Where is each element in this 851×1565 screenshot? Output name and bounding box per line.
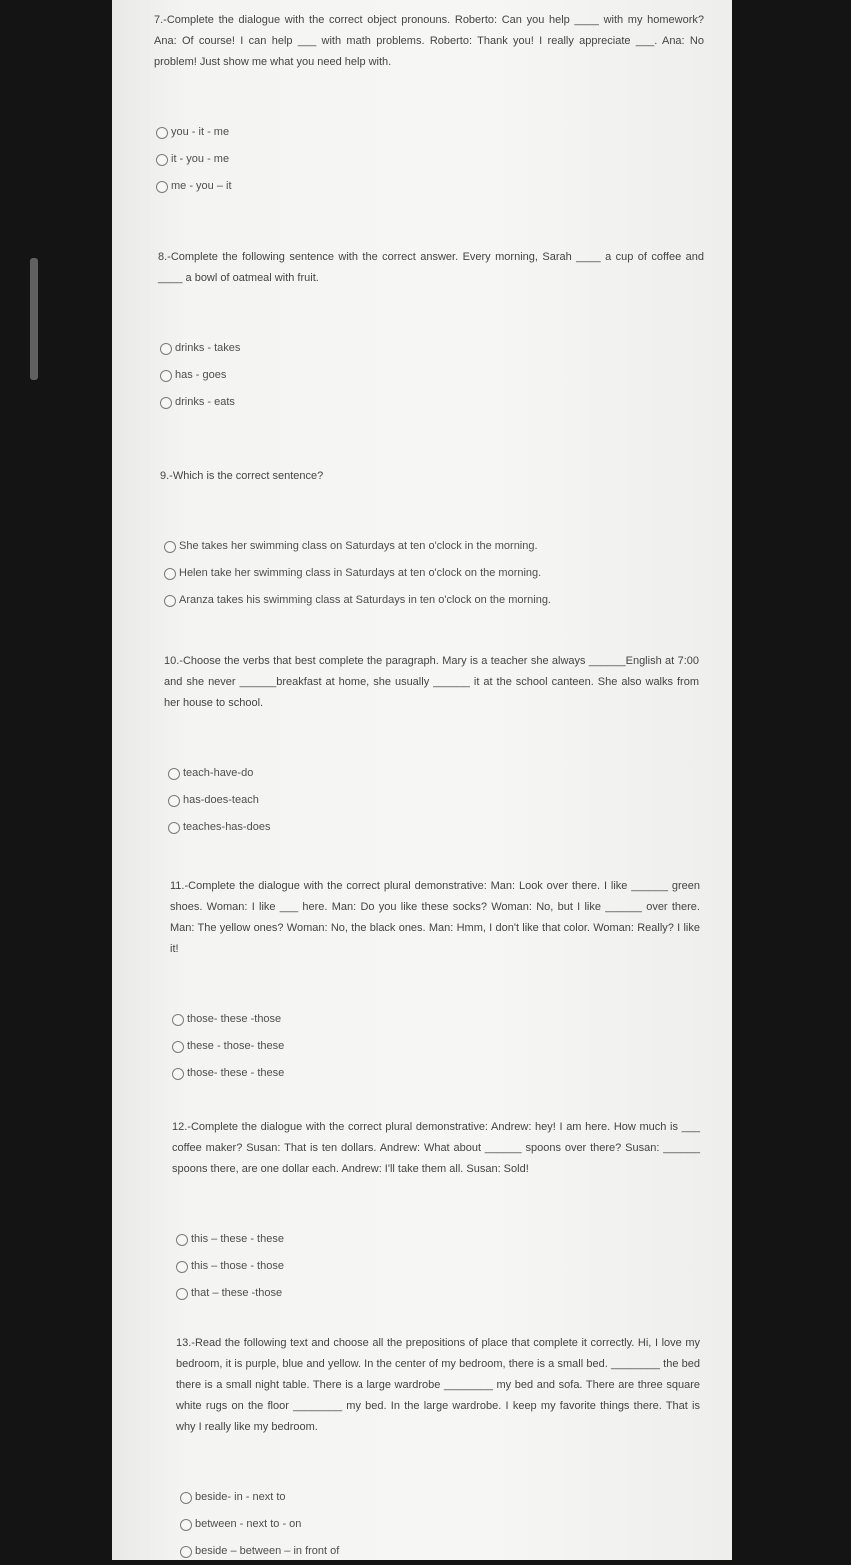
- question-12: [172, 1117, 700, 1307]
- answer-option[interactable]: [160, 362, 704, 389]
- radio-icon[interactable]: [176, 1288, 188, 1300]
- option-label: has - goes: [175, 369, 227, 381]
- question-text: 12.-Complete the dialogue with the correct plural demonstrative: Andrew: hey! I am here. How much is ___ coffee maker? Susan: That is ten dollars. Andrew: What about ______ spoons over there? Susan: ______ spoons there, are one dollar each. Andrew: I'll take them all. Susan: Sold!: [172, 1121, 700, 1175]
- answer-option[interactable]: [156, 146, 704, 173]
- option-label: those- these - these: [187, 1067, 285, 1079]
- answer-option[interactable]: [160, 335, 704, 362]
- option-label: Aranza takes his swimming class at Saturdays in ten o'clock on the morning.: [179, 594, 551, 606]
- option-label: drinks - eats: [175, 396, 235, 408]
- radio-icon[interactable]: [156, 154, 168, 166]
- question-9: [160, 466, 705, 614]
- option-label: this – these - these: [191, 1233, 284, 1245]
- option-label: teaches-has-does: [183, 821, 271, 833]
- option-label: me - you – it: [171, 180, 232, 192]
- question-10: [164, 651, 699, 841]
- option-label: drinks - takes: [175, 342, 241, 354]
- option-label: these - those- these: [187, 1040, 285, 1052]
- radio-icon[interactable]: [180, 1519, 192, 1531]
- question-text: 9.-Which is the correct sentence?: [160, 470, 324, 482]
- option-label: Helen take her swimming class in Saturdays at ten o'clock on the morning.: [179, 567, 542, 579]
- question-text: 11.-Complete the dialogue with the correct plural demonstrative: Man: Look over there. I like ______ green shoes. Woman: I like ___ here. Man: Do you like these socks? Woman: No, but I like ______ over there. Man: The yellow ones? Woman: No, the black ones. Man: Hmm, I don't like that color. Woman: Really? I like it!: [170, 880, 700, 955]
- option-label: those- these -those: [187, 1013, 282, 1025]
- answer-option[interactable]: [176, 1280, 700, 1307]
- radio-icon[interactable]: [168, 768, 180, 780]
- answer-option[interactable]: [164, 533, 705, 560]
- answer-option[interactable]: [160, 389, 704, 416]
- question-7: [154, 10, 704, 200]
- option-label: it - you - me: [171, 153, 230, 165]
- answer-option[interactable]: [176, 1226, 700, 1253]
- option-label: this – those - those: [191, 1260, 284, 1272]
- answer-option[interactable]: [180, 1511, 700, 1538]
- radio-icon[interactable]: [164, 595, 176, 607]
- answer-option[interactable]: [176, 1253, 700, 1280]
- question-text: 8.-Complete the following sentence with the correct answer. Every morning, Sarah ____ a cup of coffee and ____ a bowl of oatmeal with fruit.: [158, 251, 704, 284]
- answer-option[interactable]: [164, 560, 705, 587]
- answer-option[interactable]: [168, 760, 699, 787]
- radio-icon[interactable]: [160, 397, 172, 409]
- radio-icon[interactable]: [164, 568, 176, 580]
- option-label: teach-have-do: [183, 767, 254, 779]
- radio-icon[interactable]: [160, 343, 172, 355]
- radio-icon[interactable]: [172, 1041, 184, 1053]
- radio-icon[interactable]: [176, 1261, 188, 1273]
- option-label: beside- in - next to: [195, 1491, 286, 1503]
- answer-option[interactable]: [168, 787, 699, 814]
- radio-icon[interactable]: [160, 370, 172, 382]
- scrollbar[interactable]: [30, 258, 38, 380]
- answer-option[interactable]: [172, 1060, 700, 1087]
- answer-option[interactable]: [180, 1484, 700, 1511]
- question-8: [158, 247, 704, 416]
- radio-icon[interactable]: [156, 181, 168, 193]
- radio-icon[interactable]: [176, 1234, 188, 1246]
- answer-option[interactable]: [168, 814, 699, 841]
- option-label: has-does-teach: [183, 794, 259, 806]
- radio-icon[interactable]: [156, 127, 168, 139]
- question-11: [170, 876, 700, 1087]
- question-text: 13.-Read the following text and choose all the prepositions of place that complete it correctly. Hi, I love my bedroom, it is purple, blue and yellow. In the center of my bedroom, there is a small bed. ________ the bed there is a small night table. There is a large wardrobe ________ my bed and sofa. There are three square white rugs on the floor ________ my bed. In the large wardrobe. I keep my favorite things there. That is why I really like my bedroom.: [176, 1337, 700, 1433]
- question-text: 10.-Choose the verbs that best complete the paragraph. Mary is a teacher she always ______English at 7:00 and she never ______breakfast at home, she usually ______ it at the school canteen. She also walks from her house to school.: [164, 655, 699, 709]
- answer-option[interactable]: [164, 587, 705, 614]
- answer-option[interactable]: [156, 119, 704, 146]
- option-label: She takes her swimming class on Saturdays at ten o'clock in the morning.: [179, 540, 538, 552]
- answer-option[interactable]: [172, 1006, 700, 1033]
- answer-option[interactable]: [156, 173, 704, 200]
- answer-option[interactable]: [172, 1033, 700, 1060]
- radio-icon[interactable]: [164, 541, 176, 553]
- radio-icon[interactable]: [172, 1014, 184, 1026]
- radio-icon[interactable]: [172, 1068, 184, 1080]
- question-13: [176, 1333, 700, 1565]
- radio-icon[interactable]: [168, 795, 180, 807]
- radio-icon[interactable]: [168, 822, 180, 834]
- option-label: beside – between – in front of: [195, 1545, 340, 1557]
- radio-icon[interactable]: [180, 1546, 192, 1558]
- option-label: between - next to - on: [195, 1518, 302, 1530]
- question-text: 7.-Complete the dialogue with the correct object pronouns. Roberto: Can you help ____ with my homework? Ana: Of course! I can help ___ with math problems. Roberto: Thank you! I really appreciate ___. Ana: No problem! Just show me what you need help with.: [154, 14, 704, 68]
- answer-option[interactable]: [180, 1538, 700, 1565]
- radio-icon[interactable]: [180, 1492, 192, 1504]
- option-label: that – these -those: [191, 1287, 283, 1299]
- option-label: you - it - me: [171, 126, 230, 138]
